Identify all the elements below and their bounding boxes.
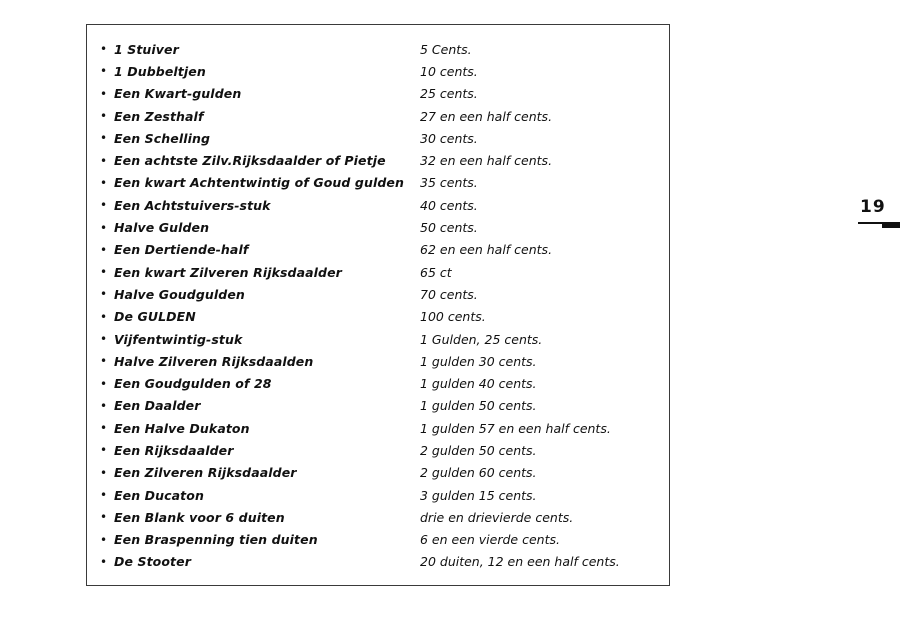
bullet-icon: • bbox=[100, 86, 108, 101]
coin-name: De GULDEN bbox=[114, 309, 196, 325]
coin-name: Een Braspenning tien duiten bbox=[114, 532, 318, 548]
bullet-icon: • bbox=[100, 265, 108, 280]
coin-row bbox=[100, 417, 620, 439]
coin-value: 2 gulden 50 cents. bbox=[420, 442, 537, 458]
coin-value-list bbox=[100, 38, 620, 573]
coin-row bbox=[100, 395, 620, 417]
coin-name: 1 Dubbeltjen bbox=[114, 63, 206, 79]
coin-name: Halve Zilveren Rijksdaalden bbox=[114, 353, 314, 369]
coin-row bbox=[100, 551, 620, 573]
bullet-icon: • bbox=[100, 354, 108, 369]
page-number-rule bbox=[858, 222, 884, 224]
bullet-icon: • bbox=[100, 109, 108, 124]
coin-row bbox=[100, 216, 620, 238]
coin-name: Halve Goudgulden bbox=[114, 286, 245, 302]
coin-name: Een Kwart-gulden bbox=[114, 86, 242, 102]
bullet-icon: • bbox=[100, 42, 108, 57]
coin-row bbox=[100, 328, 620, 350]
coin-name: Een kwart Zilveren Rijksdaalder bbox=[114, 264, 342, 280]
coin-row bbox=[100, 60, 620, 82]
coin-value: 10 cents. bbox=[420, 63, 478, 79]
coin-name: Een kwart Achtentwintig of Goud gulden bbox=[114, 175, 404, 191]
coin-value: 100 cents. bbox=[420, 309, 486, 325]
coin-value: 50 cents. bbox=[420, 220, 478, 236]
coin-row bbox=[100, 261, 620, 283]
coin-row bbox=[100, 462, 620, 484]
coin-name: Een Halve Dukaton bbox=[114, 420, 250, 436]
coin-value: drie en drievierde cents. bbox=[420, 509, 574, 525]
coin-name: Een Daalder bbox=[114, 398, 201, 414]
coin-value: 35 cents. bbox=[420, 175, 478, 191]
coin-value: 62 en een half cents. bbox=[420, 242, 553, 258]
coin-value: 30 cents. bbox=[420, 130, 478, 146]
coin-row bbox=[100, 194, 620, 216]
bullet-icon: • bbox=[100, 398, 108, 413]
bullet-icon: • bbox=[100, 376, 108, 391]
coin-name: Halve Gulden bbox=[114, 220, 210, 236]
coin-row bbox=[100, 83, 620, 105]
coin-name: 1 Stuiver bbox=[114, 41, 179, 57]
coin-value: 32 en een half cents. bbox=[420, 153, 553, 169]
page-number-tab bbox=[882, 222, 900, 228]
coin-name: De Stooter bbox=[114, 554, 191, 570]
bullet-icon: • bbox=[100, 242, 108, 257]
coin-value: 70 cents. bbox=[420, 286, 478, 302]
bullet-icon: • bbox=[100, 64, 108, 79]
coin-name: Vijfentwintig-stuk bbox=[114, 331, 243, 347]
coin-row bbox=[100, 350, 620, 372]
bullet-icon: • bbox=[100, 532, 108, 547]
coin-value: 1 gulden 30 cents. bbox=[420, 353, 537, 369]
coin-name: Een Schelling bbox=[114, 130, 211, 146]
bullet-icon: • bbox=[100, 510, 108, 525]
coin-value: 3 gulden 15 cents. bbox=[420, 487, 537, 503]
coin-name: Een Achtstuivers-stuk bbox=[114, 197, 271, 213]
coin-row bbox=[100, 149, 620, 171]
coin-name: Een Blank voor 6 duiten bbox=[114, 509, 285, 525]
coin-value: 1 Gulden, 25 cents. bbox=[420, 331, 543, 347]
bullet-icon: • bbox=[100, 421, 108, 436]
bullet-icon: • bbox=[100, 309, 108, 324]
coin-value: 20 duiten, 12 en een half cents. bbox=[420, 554, 620, 570]
coin-name: Een Goudgulden of 28 bbox=[114, 376, 272, 392]
coin-row bbox=[100, 439, 620, 461]
coin-row bbox=[100, 239, 620, 261]
bullet-icon: • bbox=[100, 131, 108, 146]
coin-row bbox=[100, 372, 620, 394]
coin-row bbox=[100, 172, 620, 194]
bullet-icon: • bbox=[100, 554, 108, 569]
coin-row bbox=[100, 38, 620, 60]
bullet-icon: • bbox=[100, 488, 108, 503]
coin-row bbox=[100, 127, 620, 149]
coin-row bbox=[100, 529, 620, 551]
coin-value: 40 cents. bbox=[420, 197, 478, 213]
bullet-icon: • bbox=[100, 175, 108, 190]
bullet-icon: • bbox=[100, 443, 108, 458]
bullet-icon: • bbox=[100, 198, 108, 213]
coin-name: Een Zilveren Rijksdaalder bbox=[114, 465, 297, 481]
coin-name: Een achtste Zilv.Rijksdaalder of Pietje bbox=[114, 153, 386, 169]
coin-name: Een Zesthalf bbox=[114, 108, 204, 124]
bullet-icon: • bbox=[100, 332, 108, 346]
coin-name: Een Ducaton bbox=[114, 487, 204, 503]
coin-value: 65 ct bbox=[420, 264, 452, 280]
coin-row bbox=[100, 306, 620, 328]
coin-name: Een Dertiende-half bbox=[114, 242, 249, 258]
coin-row bbox=[100, 506, 620, 528]
coin-value: 6 en een vierde cents. bbox=[420, 532, 560, 548]
coin-value: 1 gulden 40 cents. bbox=[420, 376, 537, 392]
page-number: 19 bbox=[860, 197, 886, 217]
coin-row bbox=[100, 484, 620, 506]
coin-value: 2 gulden 60 cents. bbox=[420, 465, 537, 481]
bullet-icon: • bbox=[100, 220, 108, 235]
coin-value: 27 en een half cents. bbox=[420, 108, 553, 124]
coin-row bbox=[100, 105, 620, 127]
bullet-icon: • bbox=[100, 153, 108, 168]
coin-value: 1 gulden 50 cents. bbox=[420, 398, 537, 414]
bullet-icon: • bbox=[100, 287, 108, 302]
coin-value: 1 gulden 57 en een half cents. bbox=[420, 420, 611, 436]
bullet-icon: • bbox=[100, 465, 108, 480]
coin-row bbox=[100, 283, 620, 305]
coin-name: Een Rijksdaalder bbox=[114, 442, 234, 458]
coin-value: 25 cents. bbox=[420, 86, 478, 102]
coin-value: 5 Cents. bbox=[420, 41, 472, 57]
